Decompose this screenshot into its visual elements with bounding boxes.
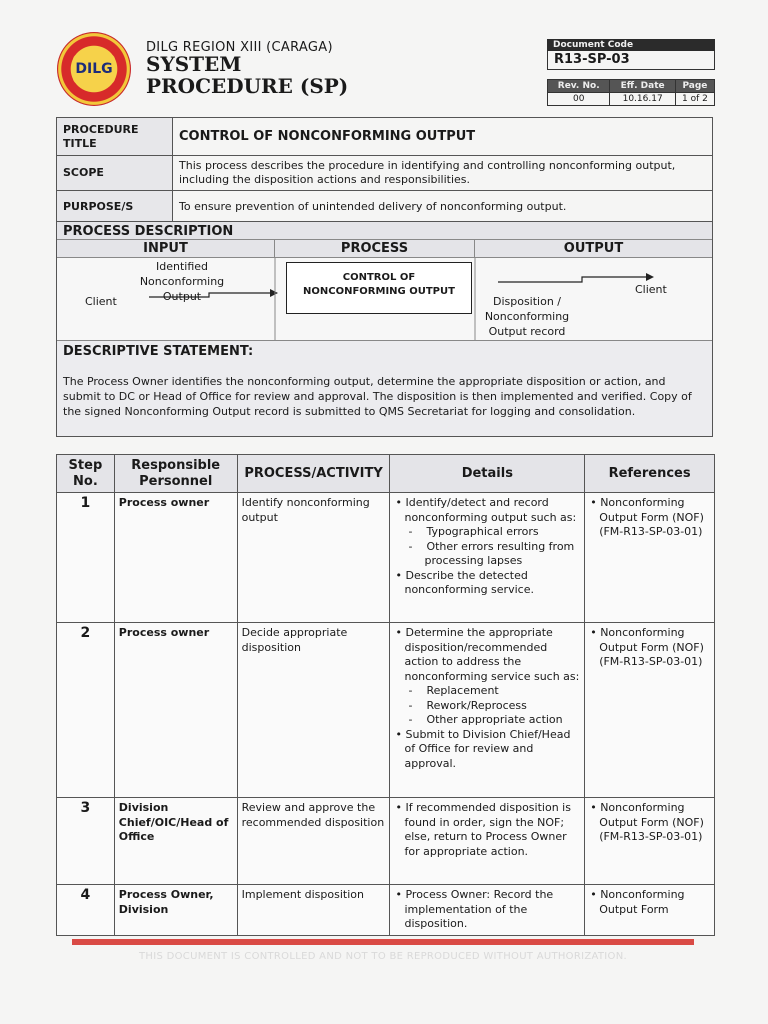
detail-text: Determine the appropriate disposition/recommended action to address the nonconforming service such as: (404, 626, 580, 683)
detail-text: Describe the detected nonconforming service. (404, 568, 534, 596)
output-client-label: Client (635, 283, 667, 296)
steps-header-row (57, 455, 715, 493)
document-code-label: Document Code (547, 39, 715, 51)
ipo-column-headers (57, 240, 712, 258)
process-description-heading: PROCESS DESCRIPTION (57, 222, 712, 240)
logo-text: DILG (73, 54, 115, 84)
process-box-line-1: CONTROL OF (342, 272, 416, 283)
details (390, 798, 585, 885)
process-box-line-2: NONCONFORMING OUTPUT (303, 286, 455, 297)
detail-dash: - Replacement (408, 684, 499, 697)
reference-bullet: • Nonconforming Output Form (NOF) (FM-R13-SP-03-01) (590, 496, 704, 538)
reference-bullet: • Nonconforming Output Form (NOF) (FM-R13-SP-03-01) (590, 801, 704, 843)
detail-dash: - Other errors resulting from processing lapses (408, 539, 575, 567)
page-header: Page (675, 80, 714, 93)
input-line-2: Nonconforming (139, 275, 225, 288)
reference-text: Nonconforming Output Form (NOF) (FM-R13-SP-03-01) (599, 626, 704, 668)
detail-text: Submit to Division Chief/Head of Office for review and approval. (404, 727, 571, 770)
table-row (57, 885, 715, 936)
step-number: 2 (57, 623, 115, 798)
step-header-line-1: Step (68, 457, 103, 473)
detail-text: Identify/detect and record nonconforming output such as: (404, 496, 577, 524)
output-line-2: Nonconforming (484, 310, 570, 323)
eff-date-value: 10.16.17 (610, 93, 675, 106)
activity: Decide appropriate disposition (237, 623, 390, 798)
reference (585, 798, 715, 885)
revision-table (547, 79, 715, 106)
detail-bullet: • Describe the detected nonconforming service. (395, 568, 534, 596)
reference-bullet: • Nonconforming Output Form (NOF) (FM-R13-SP-03-01) (590, 626, 704, 668)
reference-bullet: • Nonconforming Output Form (590, 888, 685, 916)
activity: Review and approve the recommended disposition (237, 798, 390, 885)
footer-notice: THIS DOCUMENT IS CONTROLLED AND NOT TO BE REPRODUCED WITHOUT AUTHORIZATION. (139, 951, 627, 962)
rev-no-header: Rev. No. (548, 80, 610, 93)
detail-text: Other errors resulting from processing lapses (424, 539, 575, 567)
references-header: References (585, 455, 715, 493)
input-client-label: Client (85, 295, 117, 308)
process-header: PROCESS (275, 240, 475, 257)
document-type-title (146, 53, 348, 97)
input-line-3: Output (162, 290, 202, 303)
detail-text: If recommended disposition is found in order, sign the NOF; else, return to Process Owner for appropriate action. (404, 801, 571, 858)
detail-dash: - Typographical errors (408, 525, 539, 538)
rev-no-value: 00 (548, 93, 610, 106)
step-number: 4 (57, 885, 115, 936)
step-number: 3 (57, 798, 115, 885)
procedure-info-table (56, 117, 713, 223)
output-header: OUTPUT (563, 241, 624, 256)
output-line-3: Output record (488, 325, 566, 338)
detail-text: Replacement (426, 684, 499, 697)
procedure-title-row (57, 118, 712, 156)
step-no-header (57, 455, 115, 493)
dilg-logo (57, 32, 131, 106)
page-value: 1 of 2 (675, 93, 714, 106)
responsible-person: Division Chief/OIC/Head of Office (114, 798, 237, 885)
detail-text: Other appropriate action (426, 713, 563, 726)
step-header-line-2: No. (73, 473, 98, 489)
step-number: 1 (57, 493, 115, 623)
procedure-title-value: CONTROL OF NONCONFORMING OUTPUT (179, 128, 476, 144)
detail-bullet: • If recommended disposition is found in order, sign the NOF; else, return to Process Owner for appropriate action. (395, 801, 571, 858)
procedure-steps-table (56, 454, 715, 936)
output-line-1: Disposition / (492, 295, 562, 308)
responsible-person: Process owner (114, 623, 237, 798)
descriptive-statement-body: The Process Owner identifies the nonconforming output, determine the appropriate disposition or action, and submit to DC or Head of Office for review and approval. The disposition is then implemented and verified. Copy of the signed Nonconforming Output record is submitted to QMS Secretariat for logging and consolidation. (63, 375, 692, 418)
detail-text: Process Owner: Record the implementation of the disposition. (404, 888, 554, 930)
input-description (137, 259, 227, 304)
footer-red-bar (72, 939, 694, 945)
purpose-value: To ensure prevention of unintended delivery of nonconforming output. (179, 199, 567, 213)
region-name: DILG REGION XIII (CARAGA) (146, 40, 333, 55)
reference-text: Nonconforming Output Form (NOF) (FM-R13-SP-03-01) (599, 801, 704, 843)
detail-dash: - Rework/Reprocess (408, 698, 527, 712)
activity: Implement disposition (237, 885, 390, 936)
details-header: Details (390, 455, 585, 493)
table-row (57, 493, 715, 623)
table-row (57, 623, 715, 798)
person-header-line-2: Personnel (139, 473, 213, 489)
person-header-line-1: Responsible (131, 457, 221, 473)
table-row (57, 798, 715, 885)
detail-text: Rework/Reprocess (426, 698, 527, 712)
descriptive-statement-heading: DESCRIPTIVE STATEMENT: (63, 344, 254, 359)
detail-bullet: • Submit to Division Chief/Head of Office for review and approval. (395, 727, 571, 770)
reference (585, 493, 715, 623)
responsible-person: Process Owner, Division (114, 885, 237, 936)
process-box (286, 262, 472, 314)
detail-bullet: • Determine the appropriate disposition/recommended action to address the nonconforming service such as: (395, 626, 580, 683)
process-flow-diagram (57, 258, 712, 341)
detail-bullet: • Process Owner: Record the implementation of the disposition. (395, 888, 554, 930)
activity: Identify nonconforming output (237, 493, 390, 623)
scope-label: SCOPE (57, 156, 173, 190)
responsible-personnel-header (114, 455, 237, 493)
purpose-row (57, 191, 712, 222)
reference (585, 885, 715, 936)
details (390, 623, 585, 798)
detail-bullet: • Identify/detect and record nonconforming output such as: (395, 496, 577, 524)
reference-text: Nonconforming Output Form (599, 888, 685, 916)
input-header: INPUT (57, 240, 275, 257)
eff-date-header: Eff. Date (610, 80, 675, 93)
details (390, 885, 585, 936)
document-code-value: R13-SP-03 (547, 51, 715, 70)
document-code-box (547, 39, 715, 70)
process-description-section (56, 221, 713, 437)
detail-dash: - Other appropriate action (408, 713, 563, 726)
process-activity-header: PROCESS/ACTIVITY (237, 455, 390, 493)
scope-value: This process describes the procedure in identifying and controlling nonconforming output, including the disposition actions and responsibilities. (179, 159, 676, 186)
details (390, 493, 585, 623)
purpose-label: PURPOSE/S (57, 191, 173, 222)
title-line-1: SYSTEM (146, 52, 242, 76)
detail-text: Typographical errors (426, 525, 539, 538)
input-line-1: Identified (155, 260, 208, 273)
title-line-2: PROCEDURE (SP) (146, 74, 349, 98)
responsible-person: Process owner (114, 493, 237, 623)
reference-text: Nonconforming Output Form (NOF) (FM-R13-SP-03-01) (599, 496, 704, 538)
scope-row (57, 156, 712, 191)
reference (585, 623, 715, 798)
procedure-title-label: PROCEDURE TITLE (57, 118, 173, 155)
output-description (477, 294, 577, 339)
